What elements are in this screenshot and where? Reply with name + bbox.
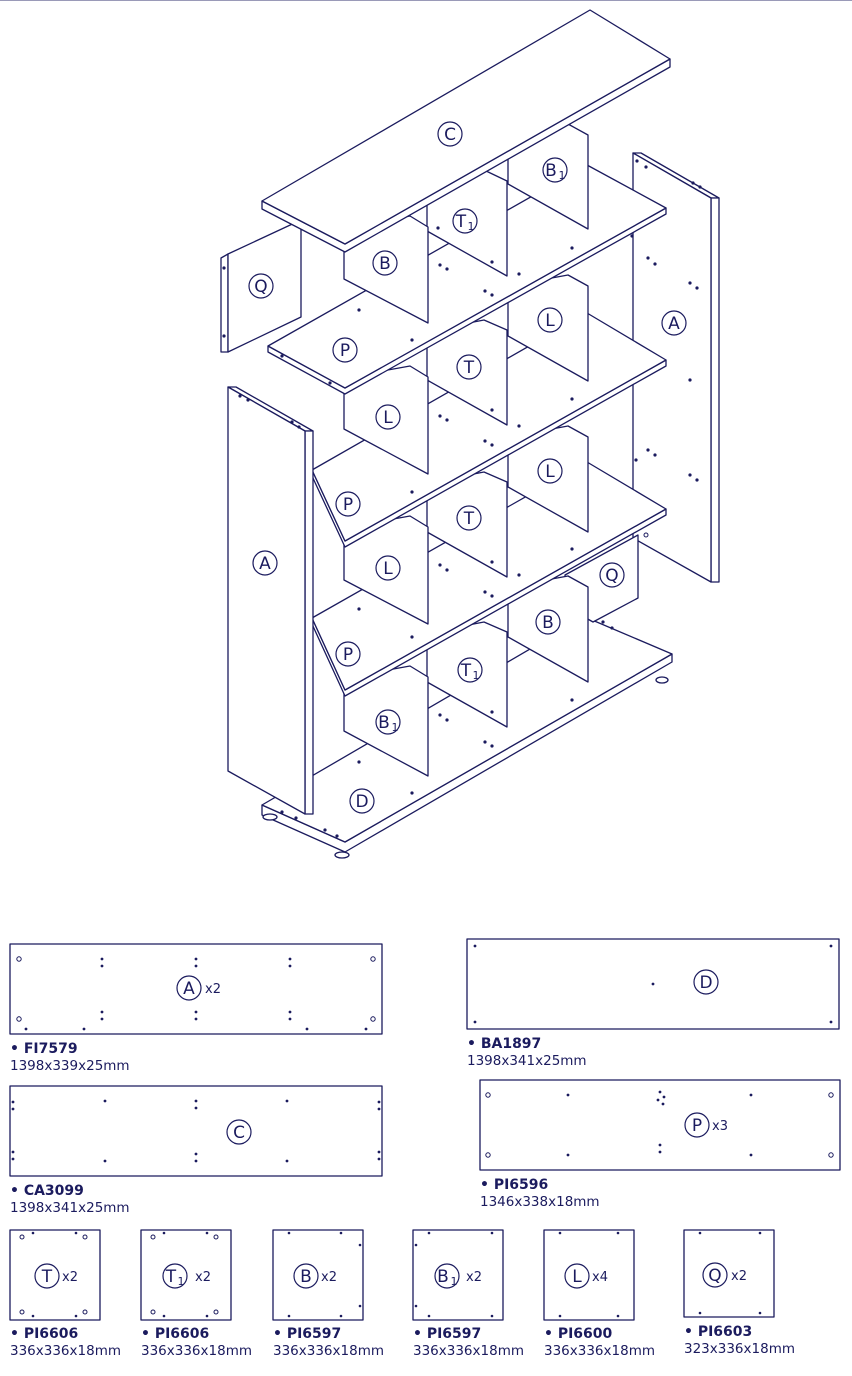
label-side-left: A bbox=[259, 554, 271, 574]
part-a-label: A bbox=[183, 979, 195, 999]
part-b bbox=[273, 1230, 363, 1320]
part-b1-qty: x2 bbox=[466, 1270, 482, 1285]
label-l-c: L bbox=[545, 462, 555, 482]
part-q-dims: 323x336x18mm bbox=[684, 1341, 795, 1357]
back-panel-q-top bbox=[221, 220, 301, 352]
part-a-code: • FI7579 bbox=[10, 1041, 78, 1057]
part-l-label: L bbox=[572, 1267, 582, 1287]
label-back-q-bottom: Q bbox=[605, 566, 619, 586]
label-bottom: D bbox=[355, 792, 369, 812]
part-a-dims: 1398x339x25mm bbox=[10, 1058, 130, 1074]
part-t-label: T bbox=[41, 1267, 53, 1287]
part-c-label: C bbox=[233, 1123, 245, 1143]
part-l-code: • PI6600 bbox=[544, 1326, 613, 1342]
part-l-qty: x4 bbox=[592, 1270, 608, 1285]
part-d-code: • BA1897 bbox=[467, 1036, 542, 1052]
label-shelf-top: P bbox=[339, 341, 351, 361]
part-t bbox=[10, 1230, 100, 1320]
label-t-b: T bbox=[463, 509, 475, 529]
exploded-view bbox=[221, 10, 719, 858]
label-b1-bottom-sub: 1 bbox=[391, 721, 399, 734]
part-l bbox=[544, 1230, 634, 1320]
part-d-label: D bbox=[699, 973, 713, 993]
label-b-bottom: B bbox=[542, 613, 554, 633]
part-b1-dims: 336x336x18mm bbox=[413, 1343, 524, 1359]
part-a bbox=[10, 944, 382, 1034]
part-b-qty: x2 bbox=[321, 1270, 337, 1285]
part-t1-label: T bbox=[165, 1267, 177, 1287]
label-l-d: L bbox=[383, 559, 393, 579]
part-q bbox=[684, 1230, 774, 1317]
part-b1-label-sub: 1 bbox=[450, 1275, 458, 1288]
part-c-dims: 1398x341x25mm bbox=[10, 1200, 130, 1216]
part-b1-code: • PI6597 bbox=[413, 1326, 482, 1342]
label-t1-top: T bbox=[455, 212, 467, 232]
part-p bbox=[480, 1080, 840, 1170]
part-b-code: • PI6597 bbox=[273, 1326, 342, 1342]
part-p-code: • PI6596 bbox=[480, 1177, 549, 1193]
part-b-dims: 336x336x18mm bbox=[273, 1343, 384, 1359]
part-q-code: • PI6603 bbox=[684, 1324, 753, 1340]
label-b1-bottom: B bbox=[378, 713, 390, 733]
label-l-b: L bbox=[383, 408, 393, 428]
label-b1-top: B bbox=[545, 161, 557, 181]
part-t-qty: x2 bbox=[62, 1270, 78, 1285]
label-shelf-mid: P bbox=[342, 495, 354, 515]
part-t1-dims: 336x336x18mm bbox=[141, 1343, 252, 1359]
part-t-dims: 336x336x18mm bbox=[10, 1343, 121, 1359]
label-t-a: T bbox=[463, 358, 475, 378]
side-panel-left bbox=[228, 387, 313, 814]
label-side-right: A bbox=[668, 314, 680, 334]
part-c bbox=[10, 1086, 382, 1176]
part-t1 bbox=[141, 1230, 231, 1320]
part-q-qty: x2 bbox=[731, 1269, 747, 1284]
label-back-q-top: Q bbox=[254, 277, 268, 297]
label-t1-top-sub: 1 bbox=[467, 220, 475, 233]
label-l-a: L bbox=[545, 311, 555, 331]
part-t1-qty: x2 bbox=[195, 1270, 211, 1285]
part-b1 bbox=[413, 1230, 503, 1320]
part-l-dims: 336x336x18mm bbox=[544, 1343, 655, 1359]
label-b-top: B bbox=[379, 254, 391, 274]
label-b1-top-sub: 1 bbox=[558, 169, 566, 182]
part-t1-label-sub: 1 bbox=[177, 1275, 185, 1288]
part-b1-label: B bbox=[437, 1267, 449, 1287]
label-t1-bottom: T bbox=[460, 661, 472, 681]
part-q-label: Q bbox=[708, 1266, 722, 1286]
part-p-label: P bbox=[691, 1116, 703, 1136]
part-p-qty: x3 bbox=[712, 1119, 728, 1134]
part-p-dims: 1346x338x18mm bbox=[480, 1194, 600, 1210]
part-b-label: B bbox=[300, 1267, 312, 1287]
label-t1-bottom-sub: 1 bbox=[472, 669, 480, 682]
label-shelf-low: P bbox=[342, 645, 354, 665]
part-t1-code: • PI6606 bbox=[141, 1326, 210, 1342]
part-a-qty: x2 bbox=[205, 982, 221, 997]
part-c-code: • CA3099 bbox=[10, 1183, 84, 1199]
part-d-dims: 1398x341x25mm bbox=[467, 1053, 587, 1069]
label-top: C bbox=[444, 125, 456, 145]
part-t-code: • PI6606 bbox=[10, 1326, 79, 1342]
part-d bbox=[467, 939, 839, 1029]
